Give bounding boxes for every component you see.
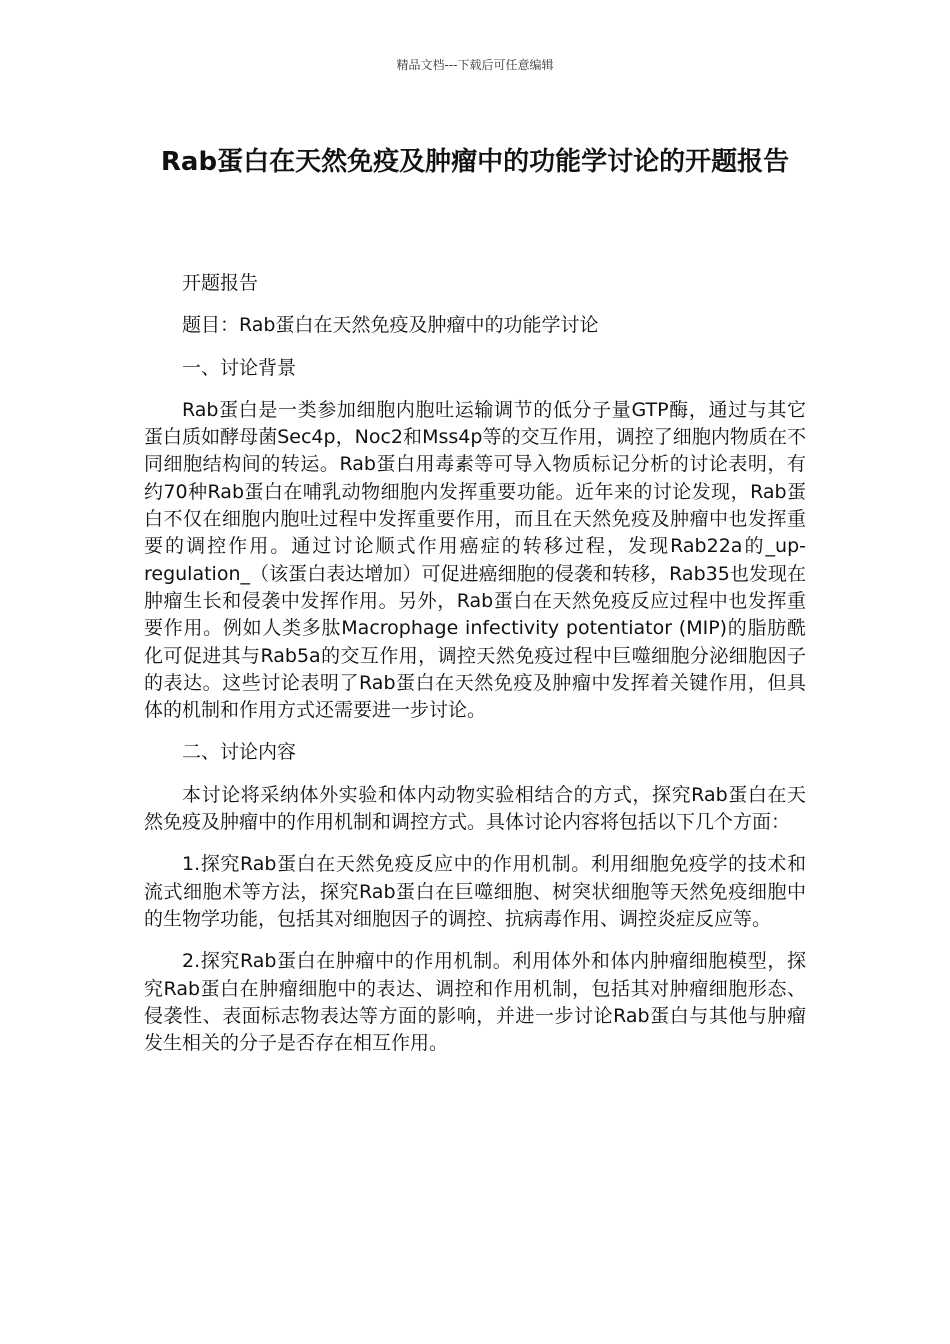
report-label: 开题报告 — [182, 272, 259, 294]
header-note: 精品文档---下载后可任意编辑 — [396, 58, 554, 72]
paragraph-content-intro: 本讨论将采纳体外实验和体内动物实验相结合的方式，探究Rab蛋白在天然免疫及肿瘤中的作用机制和调控方式。具体讨论内容将包括以下几个方面： — [144, 783, 806, 834]
section-heading-content: 二、讨论内容 — [182, 741, 297, 764]
document-body — [144, 270, 806, 1072]
paragraph-item-1: 1.探究Rab蛋白在天然免疫反应中的作用机制。利用细胞免疫学的技术和流式细胞术等方法，探究Rab蛋白在巨噬细胞、树突状细胞等天然免疫细胞中的生物学功能，包括其对细胞因子的调控、抗病毒作用、调控炎症反应等。 — [144, 853, 806, 930]
paragraph-background: Rab蛋白是一类参加细胞内胞吐运输调节的低分子量GTP酶，通过与其它蛋白质如酵母菌Sec4p，Noc2和Mss4p等的交互作用，调控了细胞内物质在不同细胞结构间的转运。Rab蛋白用毒素等可导入物质标记分析的讨论表明，有约70种Rab蛋白在哺乳动物细胞内发挥重要功能。近年来的讨论发现，Rab蛋白不仅在细胞内胞吐过程中发挥重要作用，而且在天然免疫及肿瘤中也发挥重要的调控作用。通过讨论顺式作用癌症的转移过程，发现Rab22a的_up-regulation_（该蛋白表达增加）可促进癌细胞的侵袭和转移，Rab35也发现在肿瘤生长和侵袭中发挥作用。另外，Rab蛋白在天然免疫反应过程中也发挥重要作用。例如人类多肽Macrophage infectivity potentiator (MIP)的脂肪酰化可促进其与Rab5a的交互作用，调控天然免疫过程中巨噬细胞分泌细胞因子的表达。这些讨论表明了Rab蛋白在天然免疫及肿瘤中发挥着关键作用，但具体的机制和作用方式还需要进一步讨论。 — [144, 398, 806, 722]
paragraph-item-2: 2.探究Rab蛋白在肿瘤中的作用机制。利用体外和体内肿瘤细胞模型，探究Rab蛋白在肿瘤细胞中的表达、调控和作用机制，包括其对肿瘤细胞形态、侵袭性、表面标志物表达等方面的影响，并进一步讨论Rab蛋白与其他与肿瘤发生相关的分子是否存在相互作用。 — [144, 950, 806, 1055]
section-heading-background: 一、讨论背景 — [182, 356, 297, 379]
document-title: Rab蛋白在天然免疫及肿瘤中的功能学讨论的开题报告 — [160, 147, 790, 177]
topic-line: 题目：Rab蛋白在天然免疫及肿瘤中的功能学讨论 — [182, 314, 599, 337]
